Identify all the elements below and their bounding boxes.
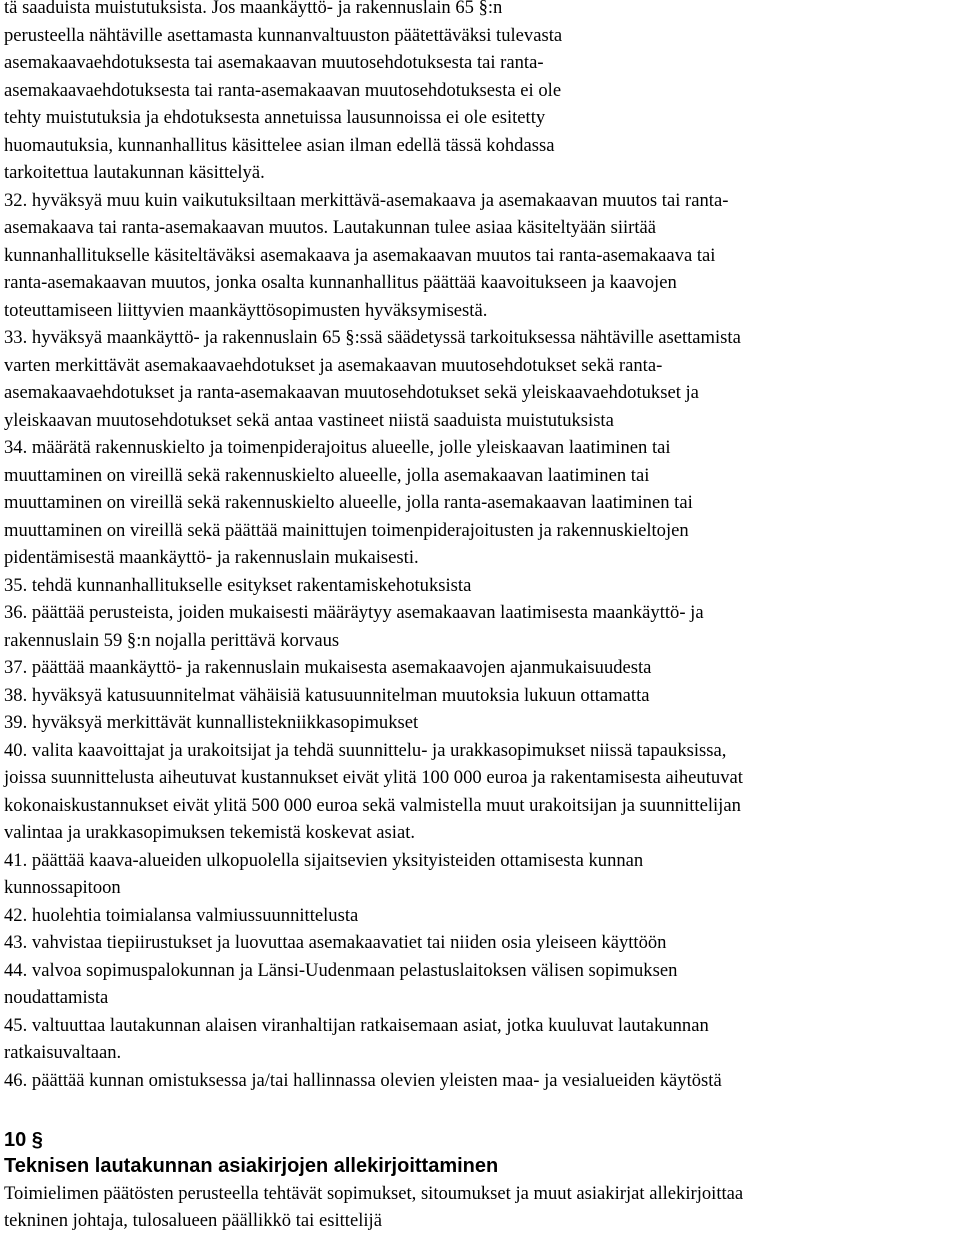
text-line: kokonaiskustannukset eivät ylitä 500 000 euroa sekä valmistella muut urakoitsijan ja suunnittelijan	[4, 795, 741, 816]
text-line: 38. hyväksyä katusuunnitelmat vähäisiä katusuunnitelman muutoksia lukuun ottamatta	[4, 685, 650, 706]
text-line: toteuttamiseen liittyvien maankäyttösopimusten hyväksymisestä.	[4, 300, 488, 321]
text-line: valintaa ja urakkasopimuksen tekemistä koskevat asiat.	[4, 822, 416, 843]
text-line: noudattamista	[4, 987, 109, 1008]
text-line: 41. päättää kaava-alueiden ulkopuolella sijaitsevien yksityisteiden ottamisesta kunnan	[4, 850, 644, 871]
text-line: 33. hyväksyä maankäyttö- ja rakennuslain 65 §:ssä säädetyssä tarkoituksessa nähtäville asettamista	[4, 327, 741, 348]
text-line: tarkoitettua lautakunnan käsittelyä.	[4, 162, 265, 183]
text-line: asemakaava tai ranta-asemakaavan muutos. Lautakunnan tulee asiaa käsiteltyään siirtää	[4, 217, 657, 238]
text-line: 36. päättää perusteista, joiden mukaisesti määräytyy asemakaavan laatimisesta maankäyttö- ja	[4, 602, 704, 623]
text-line: kunnossapitoon	[4, 877, 121, 898]
text-line: yleiskaavan muutosehdotukset sekä antaa vastineet niistä saaduista muistutuksista	[4, 410, 614, 431]
text-line: ratkaisuvaltaan.	[4, 1042, 122, 1063]
section-number: 10 §	[4, 1129, 43, 1151]
text-line: 32. hyväksyä muu kuin vaikutuksiltaan merkittävä-asemakaava ja asemakaavan muutos tai ranta-	[4, 190, 729, 211]
text-line: muuttaminen on vireillä sekä päättää mainittujen toimenpiderajoitusten ja rakennuskieltojen	[4, 520, 689, 541]
text-line: joissa suunnittelusta aiheutuvat kustannukset eivät ylitä 100 000 euroa ja rakentamisesta aiheutuvat	[4, 767, 743, 788]
section-heading: Teknisen lautakunnan asiakirjojen allekirjoittaminen	[4, 1155, 499, 1177]
text-line: muuttaminen on vireillä sekä rakennuskielto alueelle, jolla ranta-asemakaavan laatiminen tai	[4, 492, 693, 513]
text-line: ranta-asemakaavan muutos, jonka osalta kunnanhallitus päättää kaavoitukseen ja kaavojen	[4, 272, 677, 293]
text-line: 44. valvoa sopimuspalokunnan ja Länsi-Uudenmaan pelastuslaitoksen välisen sopimuksen	[4, 960, 678, 981]
text-line: kunnanhallitukselle käsiteltäväksi asemakaava ja asemakaavan muutos tai ranta-asemakaava tai	[4, 245, 716, 266]
text-line: 35. tehdä kunnanhallitukselle esitykset rakentamiskehotuksista	[4, 575, 472, 596]
text-line: 40. valita kaavoittajat ja urakoitsijat ja tehdä suunnittelu- ja urakkasopimukset niissä tapauksissa,	[4, 740, 727, 761]
section-body-line: tekninen johtaja, tulosalueen päällikkö tai esittelijä	[4, 1210, 382, 1231]
text-line: muuttaminen on vireillä sekä rakennuskielto alueelle, jolla asemakaavan laatiminen tai	[4, 465, 650, 486]
text-line: asemakaavaehdotuksesta tai asemakaavan muutosehdotuksesta tai ranta-	[4, 52, 544, 73]
text-line: asemakaavaehdotukset ja ranta-asemakaavan muutosehdotukset sekä yleiskaavaehdotukset ja	[4, 382, 699, 403]
text-line: 39. hyväksyä merkittävät kunnallistekniikkasopimukset	[4, 712, 419, 733]
text-line: 43. vahvistaa tiepiirustukset ja luovuttaa asemakaavatiet tai niiden osia yleiseen käyttöön	[4, 932, 667, 953]
text-line: perusteella nähtäville asettamasta kunnanvaltuuston päätettäväksi tulevasta	[4, 25, 563, 46]
text-line: 34. määrätä rakennuskielto ja toimenpiderajoitus alueelle, jolle yleiskaavan laatiminen tai	[4, 437, 671, 458]
text-line: 42. huolehtia toimialansa valmiussuunnittelusta	[4, 905, 359, 926]
text-line: 45. valtuuttaa lautakunnan alaisen viranhaltijan ratkaisemaan asiat, jotka kuuluvat lautakunnan	[4, 1015, 709, 1036]
text-line: 37. päättää maankäyttö- ja rakennuslain mukaisesta asemakaavojen ajanmukaisuudesta	[4, 657, 652, 678]
text-line: tä saaduista muistutuksista. Jos maankäyttö- ja rakennuslain 65 §:n	[4, 0, 503, 18]
text-line: rakennuslain 59 §:n nojalla perittävä korvaus	[4, 630, 340, 651]
text-line: tehty muistutuksia ja ehdotuksesta annetuissa lausunnoissa ei ole esitetty	[4, 107, 546, 128]
text-line: pidentämisestä maankäyttö- ja rakennuslain mukaisesti.	[4, 547, 419, 568]
text-line: 46. päättää kunnan omistuksessa ja/tai hallinnassa olevien yleisten maa- ja vesialueiden käytöstä	[4, 1070, 722, 1091]
text-line: asemakaavaehdotuksesta tai ranta-asemakaavan muutosehdotuksesta ei ole	[4, 80, 562, 101]
text-line: varten merkittävät asemakaavaehdotukset ja asemakaavan muutosehdotukset sekä ranta-	[4, 355, 663, 376]
section-body-line: Toimielimen päätösten perusteella tehtävät sopimukset, sitoumukset ja muut asiakirjat allekirjoittaa	[4, 1183, 744, 1204]
text-line: huomautuksia, kunnanhallitus käsittelee asian ilman edellä tässä kohdassa	[4, 135, 555, 156]
